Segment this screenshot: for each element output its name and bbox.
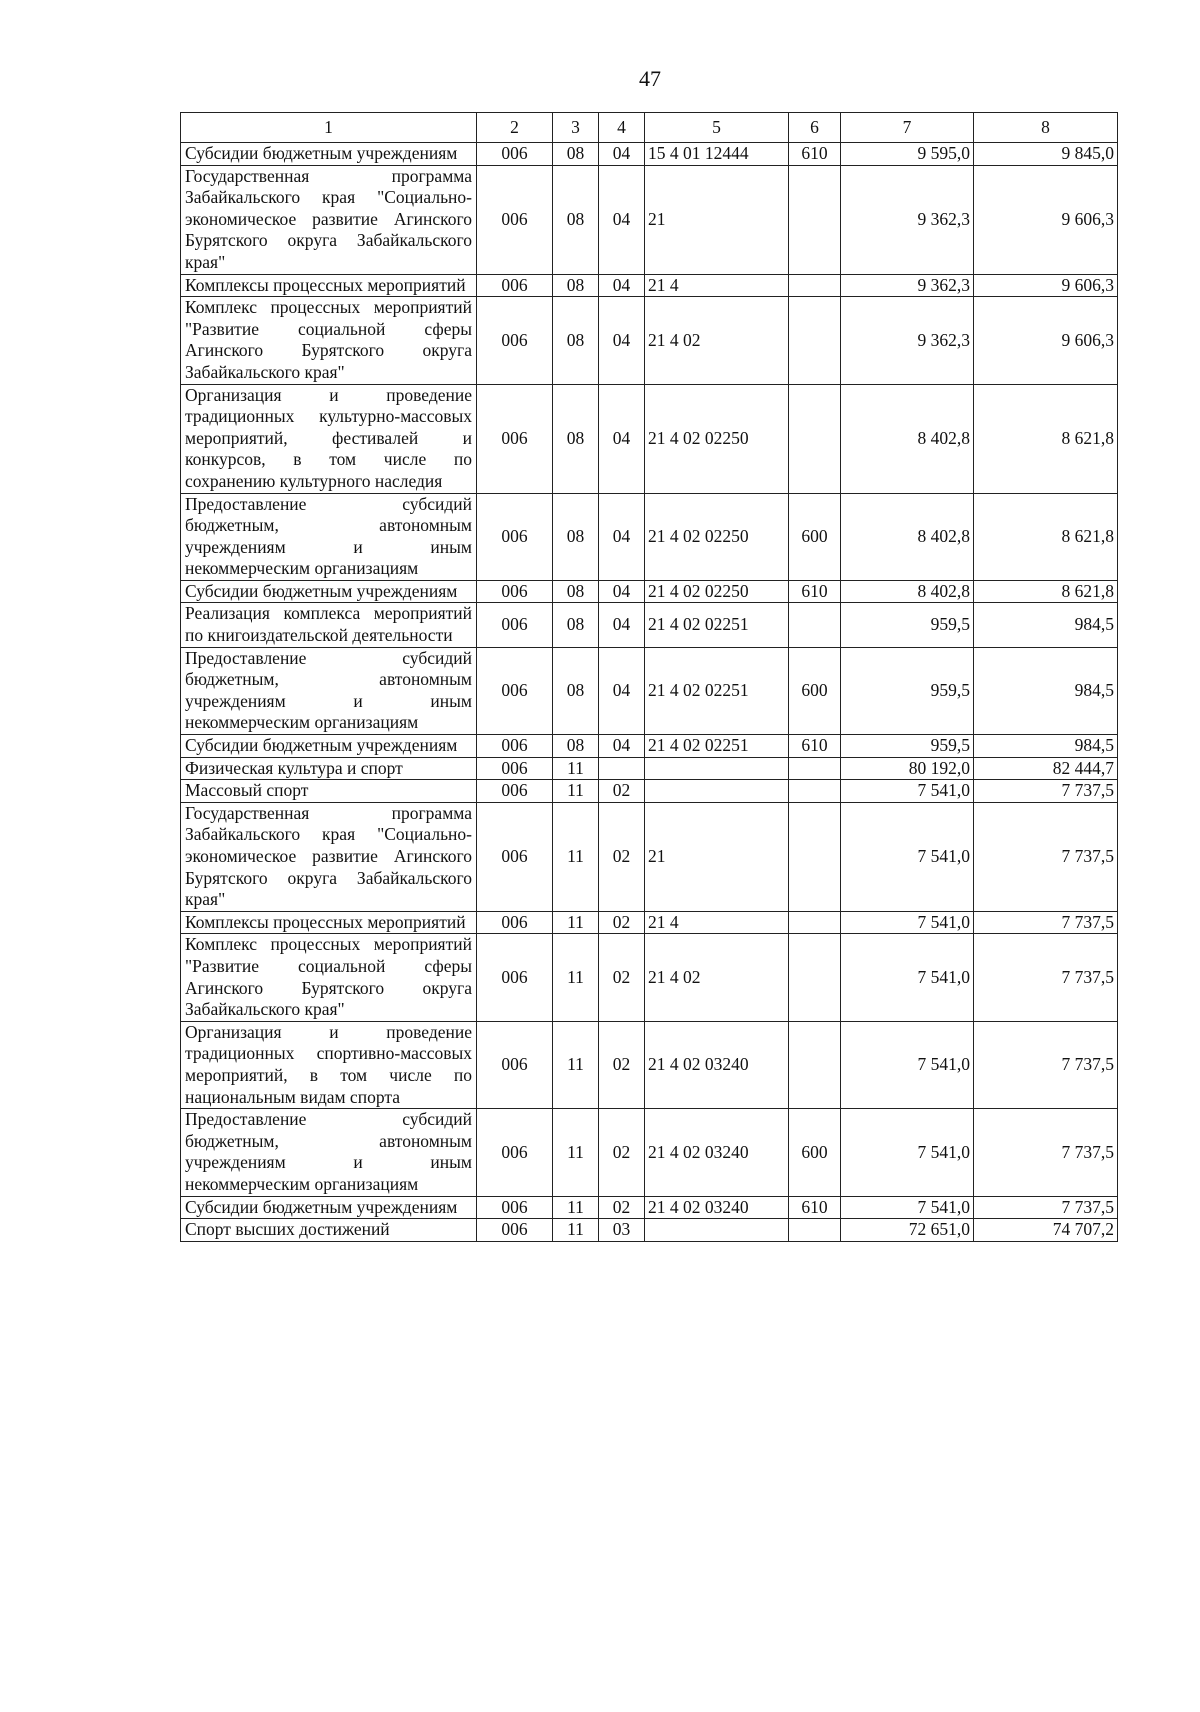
expense-type-code <box>789 603 841 647</box>
subsection-code: 02 <box>599 780 645 803</box>
table-row <box>181 934 1118 1021</box>
admin-code: 006 <box>477 274 553 297</box>
subsection-code: 04 <box>599 297 645 384</box>
target-article-code: 21 4 02 02250 <box>645 384 789 493</box>
row-name: Комплексы процессных мероприятий <box>181 274 477 297</box>
expense-type-code: 600 <box>789 1109 841 1196</box>
subsection-code: 04 <box>599 165 645 274</box>
target-article-code: 21 <box>645 802 789 911</box>
section-code: 08 <box>553 580 599 603</box>
row-name: Спорт высших достижений <box>181 1219 477 1242</box>
section-code: 08 <box>553 493 599 580</box>
amount-col-7: 8 402,8 <box>841 493 974 580</box>
section-code: 08 <box>553 165 599 274</box>
amount-col-7: 7 541,0 <box>841 1109 974 1196</box>
amount-col-7: 959,5 <box>841 647 974 734</box>
expense-type-code <box>789 802 841 911</box>
subsection-code: 04 <box>599 735 645 758</box>
amount-col-7: 8 402,8 <box>841 580 974 603</box>
admin-code: 006 <box>477 780 553 803</box>
target-article-code <box>645 1219 789 1242</box>
table-row <box>181 603 1118 647</box>
header-row <box>181 113 1118 143</box>
amount-col-7: 8 402,8 <box>841 384 974 493</box>
header-cell: 7 <box>841 113 974 143</box>
admin-code: 006 <box>477 1219 553 1242</box>
row-name: Государственная программа Забайкальского края "Социально-экономическое развитие Агинского Бурятского округа Забайкальского края" <box>181 802 477 911</box>
amount-col-8: 9 606,3 <box>974 274 1118 297</box>
table-row <box>181 1021 1118 1108</box>
admin-code: 006 <box>477 165 553 274</box>
expense-type-code <box>789 1021 841 1108</box>
section-code: 08 <box>553 143 599 166</box>
amount-col-7: 7 541,0 <box>841 1021 974 1108</box>
expense-type-code <box>789 934 841 1021</box>
header-cell: 5 <box>645 113 789 143</box>
amount-col-8: 984,5 <box>974 735 1118 758</box>
subsection-code: 02 <box>599 1109 645 1196</box>
expense-type-code <box>789 297 841 384</box>
admin-code: 006 <box>477 493 553 580</box>
amount-col-8: 9 845,0 <box>974 143 1118 166</box>
amount-col-8: 8 621,8 <box>974 493 1118 580</box>
header-cell: 6 <box>789 113 841 143</box>
amount-col-8: 7 737,5 <box>974 911 1118 934</box>
table-row <box>181 165 1118 274</box>
section-code: 11 <box>553 1219 599 1242</box>
target-article-code: 21 4 02 02251 <box>645 603 789 647</box>
target-article-code <box>645 757 789 780</box>
table-row <box>181 384 1118 493</box>
subsection-code: 04 <box>599 603 645 647</box>
expense-type-code <box>789 911 841 934</box>
header-cell: 2 <box>477 113 553 143</box>
section-code: 08 <box>553 647 599 734</box>
row-name: Государственная программа Забайкальского края "Социально-экономическое развитие Агинского Бурятского округа Забайкальского края" <box>181 165 477 274</box>
table-row <box>181 1219 1118 1242</box>
amount-col-8: 74 707,2 <box>974 1219 1118 1242</box>
amount-col-8: 984,5 <box>974 603 1118 647</box>
table-row <box>181 297 1118 384</box>
admin-code: 006 <box>477 580 553 603</box>
admin-code: 006 <box>477 911 553 934</box>
expense-type-code <box>789 1219 841 1242</box>
header-cell: 3 <box>553 113 599 143</box>
admin-code: 006 <box>477 647 553 734</box>
admin-code: 006 <box>477 143 553 166</box>
amount-col-8: 7 737,5 <box>974 934 1118 1021</box>
table-row <box>181 143 1118 166</box>
row-name: Физическая культура и спорт <box>181 757 477 780</box>
row-name: Субсидии бюджетным учреждениям <box>181 735 477 758</box>
section-code: 08 <box>553 384 599 493</box>
row-name: Предоставление субсидий бюджетным, автономным учреждениям и иным некоммерческим организациям <box>181 493 477 580</box>
target-article-code: 21 4 02 02250 <box>645 580 789 603</box>
admin-code: 006 <box>477 1021 553 1108</box>
subsection-code: 02 <box>599 1196 645 1219</box>
subsection-code: 04 <box>599 493 645 580</box>
target-article-code: 21 4 02 <box>645 934 789 1021</box>
expense-type-code <box>789 274 841 297</box>
subsection-code: 02 <box>599 911 645 934</box>
admin-code: 006 <box>477 757 553 780</box>
admin-code: 006 <box>477 384 553 493</box>
subsection-code: 02 <box>599 934 645 1021</box>
target-article-code: 21 4 <box>645 274 789 297</box>
target-article-code: 21 4 02 <box>645 297 789 384</box>
table-row <box>181 1109 1118 1196</box>
section-code: 08 <box>553 274 599 297</box>
admin-code: 006 <box>477 934 553 1021</box>
section-code: 08 <box>553 735 599 758</box>
amount-col-7: 80 192,0 <box>841 757 974 780</box>
subsection-code: 04 <box>599 384 645 493</box>
amount-col-7: 7 541,0 <box>841 911 974 934</box>
budget-table <box>180 112 1118 1242</box>
expense-type-code: 610 <box>789 580 841 603</box>
section-code: 11 <box>553 757 599 780</box>
table-row <box>181 274 1118 297</box>
amount-col-7: 9 362,3 <box>841 274 974 297</box>
target-article-code: 21 4 02 03240 <box>645 1021 789 1108</box>
expense-type-code: 610 <box>789 1196 841 1219</box>
amount-col-7: 959,5 <box>841 735 974 758</box>
row-name: Массовый спорт <box>181 780 477 803</box>
amount-col-8: 8 621,8 <box>974 580 1118 603</box>
table-row <box>181 802 1118 911</box>
target-article-code: 21 4 02 03240 <box>645 1196 789 1219</box>
row-name: Субсидии бюджетным учреждениям <box>181 143 477 166</box>
row-name: Комплексы процессных мероприятий <box>181 911 477 934</box>
target-article-code: 21 4 <box>645 911 789 934</box>
admin-code: 006 <box>477 1109 553 1196</box>
subsection-code: 04 <box>599 143 645 166</box>
amount-col-8: 984,5 <box>974 647 1118 734</box>
expense-type-code: 610 <box>789 143 841 166</box>
amount-col-7: 7 541,0 <box>841 934 974 1021</box>
amount-col-8: 7 737,5 <box>974 1109 1118 1196</box>
target-article-code: 21 4 02 02251 <box>645 735 789 758</box>
section-code: 11 <box>553 1196 599 1219</box>
section-code: 08 <box>553 297 599 384</box>
amount-col-7: 9 362,3 <box>841 165 974 274</box>
expense-type-code: 610 <box>789 735 841 758</box>
expense-type-code <box>789 384 841 493</box>
section-code: 11 <box>553 911 599 934</box>
table-row <box>181 735 1118 758</box>
target-article-code: 21 4 02 02250 <box>645 493 789 580</box>
section-code: 08 <box>553 603 599 647</box>
amount-col-7: 9 595,0 <box>841 143 974 166</box>
admin-code: 006 <box>477 603 553 647</box>
target-article-code: 15 4 01 12444 <box>645 143 789 166</box>
row-name: Реализация комплекса мероприятий по книгоиздательской деятельности <box>181 603 477 647</box>
amount-col-7: 959,5 <box>841 603 974 647</box>
table-row <box>181 780 1118 803</box>
table-row <box>181 493 1118 580</box>
subsection-code: 03 <box>599 1219 645 1242</box>
table-row <box>181 580 1118 603</box>
subsection-code: 04 <box>599 647 645 734</box>
table-row <box>181 757 1118 780</box>
table-row <box>181 911 1118 934</box>
header-cell: 1 <box>181 113 477 143</box>
amount-col-8: 9 606,3 <box>974 297 1118 384</box>
row-name: Комплекс процессных мероприятий "Развитие социальной сферы Агинского Бурятского округа Забайкальского края" <box>181 297 477 384</box>
admin-code: 006 <box>477 1196 553 1219</box>
subsection-code: 02 <box>599 1021 645 1108</box>
amount-col-8: 82 444,7 <box>974 757 1118 780</box>
subsection-code <box>599 757 645 780</box>
target-article-code: 21 4 02 03240 <box>645 1109 789 1196</box>
amount-col-8: 7 737,5 <box>974 802 1118 911</box>
amount-col-7: 7 541,0 <box>841 1196 974 1219</box>
table-row <box>181 1196 1118 1219</box>
row-name: Организация и проведение традиционных культурно-массовых мероприятий, фестивалей и конкурсов, в том числе по сохранению культурного наследия <box>181 384 477 493</box>
amount-col-8: 9 606,3 <box>974 165 1118 274</box>
header-cell: 8 <box>974 113 1118 143</box>
section-code: 11 <box>553 802 599 911</box>
subsection-code: 02 <box>599 802 645 911</box>
admin-code: 006 <box>477 802 553 911</box>
section-code: 11 <box>553 1021 599 1108</box>
expense-type-code: 600 <box>789 493 841 580</box>
amount-col-8: 8 621,8 <box>974 384 1118 493</box>
row-name: Субсидии бюджетным учреждениям <box>181 1196 477 1219</box>
subsection-code: 04 <box>599 274 645 297</box>
section-code: 11 <box>553 1109 599 1196</box>
amount-col-7: 7 541,0 <box>841 780 974 803</box>
amount-col-8: 7 737,5 <box>974 780 1118 803</box>
target-article-code <box>645 780 789 803</box>
row-name: Предоставление субсидий бюджетным, автономным учреждениям и иным некоммерческим организациям <box>181 1109 477 1196</box>
section-code: 11 <box>553 780 599 803</box>
amount-col-8: 7 737,5 <box>974 1021 1118 1108</box>
expense-type-code <box>789 757 841 780</box>
header-cell: 4 <box>599 113 645 143</box>
subsection-code: 04 <box>599 580 645 603</box>
row-name: Предоставление субсидий бюджетным, автономным учреждениям и иным некоммерческим организациям <box>181 647 477 734</box>
row-name: Комплекс процессных мероприятий "Развитие социальной сферы Агинского Бурятского округа Забайкальского края" <box>181 934 477 1021</box>
row-name: Субсидии бюджетным учреждениям <box>181 580 477 603</box>
page-number: 47 <box>639 66 661 91</box>
row-name: Организация и проведение традиционных спортивно-массовых мероприятий, в том числе по национальным видам спорта <box>181 1021 477 1108</box>
amount-col-8: 7 737,5 <box>974 1196 1118 1219</box>
table-row <box>181 647 1118 734</box>
amount-col-7: 7 541,0 <box>841 802 974 911</box>
admin-code: 006 <box>477 297 553 384</box>
target-article-code: 21 4 02 02251 <box>645 647 789 734</box>
expense-type-code: 600 <box>789 647 841 734</box>
expense-type-code <box>789 780 841 803</box>
section-code: 11 <box>553 934 599 1021</box>
amount-col-7: 9 362,3 <box>841 297 974 384</box>
amount-col-7: 72 651,0 <box>841 1219 974 1242</box>
expense-type-code <box>789 165 841 274</box>
admin-code: 006 <box>477 735 553 758</box>
target-article-code: 21 <box>645 165 789 274</box>
